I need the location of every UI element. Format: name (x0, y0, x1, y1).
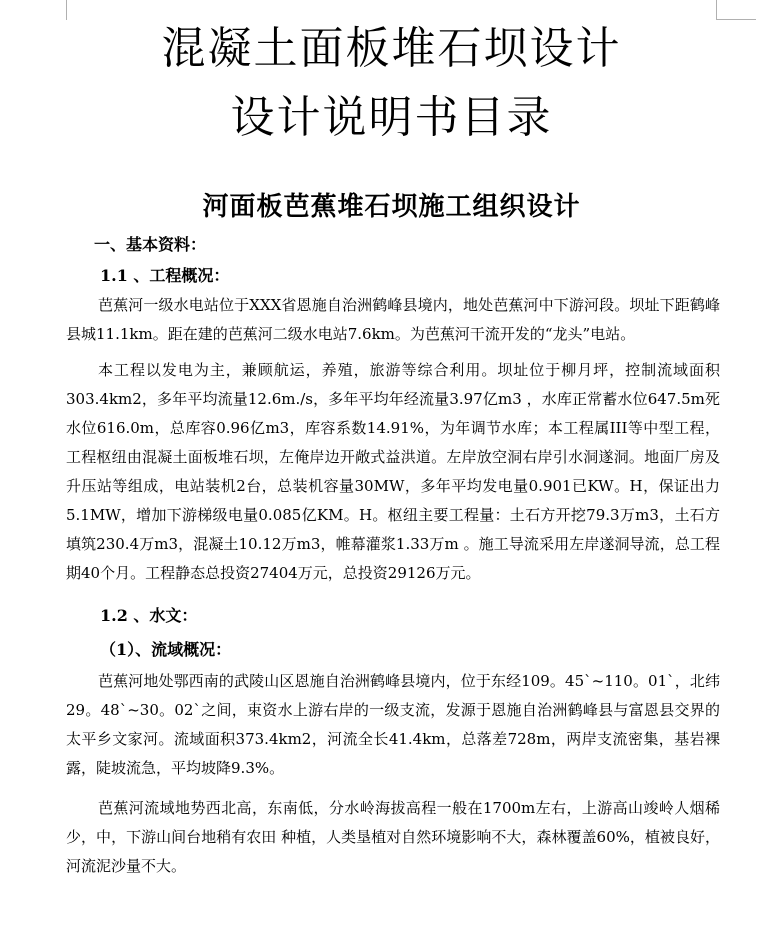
paragraph-project-details: 本工程以发电为主，兼顾航运，养殖，旅游等综合利用。坝址位于柳月坪，控制流域面积303.4km2，多年平均流量12.6m./s，多年平均年经流量3.97亿m3 ，水库正常蓄水位647.5m死水位616.0m，总库容0.96亿m3，库容系数14.91%，为年调节水库；本工程属III等中型工程，工程枢纽由混凝土面板堆石坝，左俺岸边开敞式益洪道。左岸放空洞右岸引水洞遂洞。地面厂房及升压站等组成，电站装机2台，总装机容量30MW，多年平均发电量0.901已KW。H，保证出力5.1MW，增加下游梯级电量0.085亿KM。H。枢纽主要工程量：土石方开挖79.3万m3，土石方填筑230.4万m3，混凝土10.12万m3，帷幕灌浆1.33万m 。施工导流采用左岸遂洞导流，总工程期40个月。工程静态总投资27404万元，总投资29126万元。 (66, 361, 720, 582)
document-title-line1: 混凝土面板堆石坝设计 (161, 23, 622, 74)
paragraph-basin-location: 芭蕉河地处鄂西南的武陵山区恩施自治洲鹤峰县境内，位于东经109。45`~110。01`，北纬29。48`~30。02`之间，束资水上游右岸的一级支流，发源于恩施自治洲鹤峰县与富恩县交界的太平乡文家河。流域面积373.4km2，河流全长41.4km，总落差728m，两岸支流密集，基岩裸露，陡坡流急，平均坡降9.3%。 (66, 672, 720, 777)
subsection-heading-basin-overview: （1）、流域概况： (100, 640, 232, 659)
crop-mark-top-right-vertical (716, 0, 717, 20)
crop-mark-top-right-horizontal (716, 19, 756, 20)
section-heading-basic-data: 一、基本资料： (94, 235, 207, 254)
paragraph-terrain: 芭蕉河流域地势西北高，东南低，分水岭海拔高程一般在1700m左右，上游高山竣岭人烟稀少，中，下游山间台地稍有农田 种植，人类垦植对自然环境影响不大，森林覆盖60%，植被良好，河流泥沙量不大。 (66, 799, 720, 875)
document-title-line2: 设计说明书目录 (230, 92, 553, 143)
section-heading-hydrology: 1.2 、水文： (100, 606, 198, 625)
document-subtitle: 河面板芭蕉堆石坝施工组织设计 (202, 192, 581, 222)
section-heading-project-overview: 1.1 、工程概况： (100, 266, 230, 285)
crop-mark-top-left (66, 0, 67, 20)
paragraph-location: 芭蕉河一级水电站位于XXX省恩施自治洲鹤峰县境内，地处芭蕉河中下游河段。坝址下距鹤峰县城11.1km。距在建的芭蕉河二级水电站7.6km。为芭蕉河干流开发的“龙头”电站。 (66, 296, 720, 343)
